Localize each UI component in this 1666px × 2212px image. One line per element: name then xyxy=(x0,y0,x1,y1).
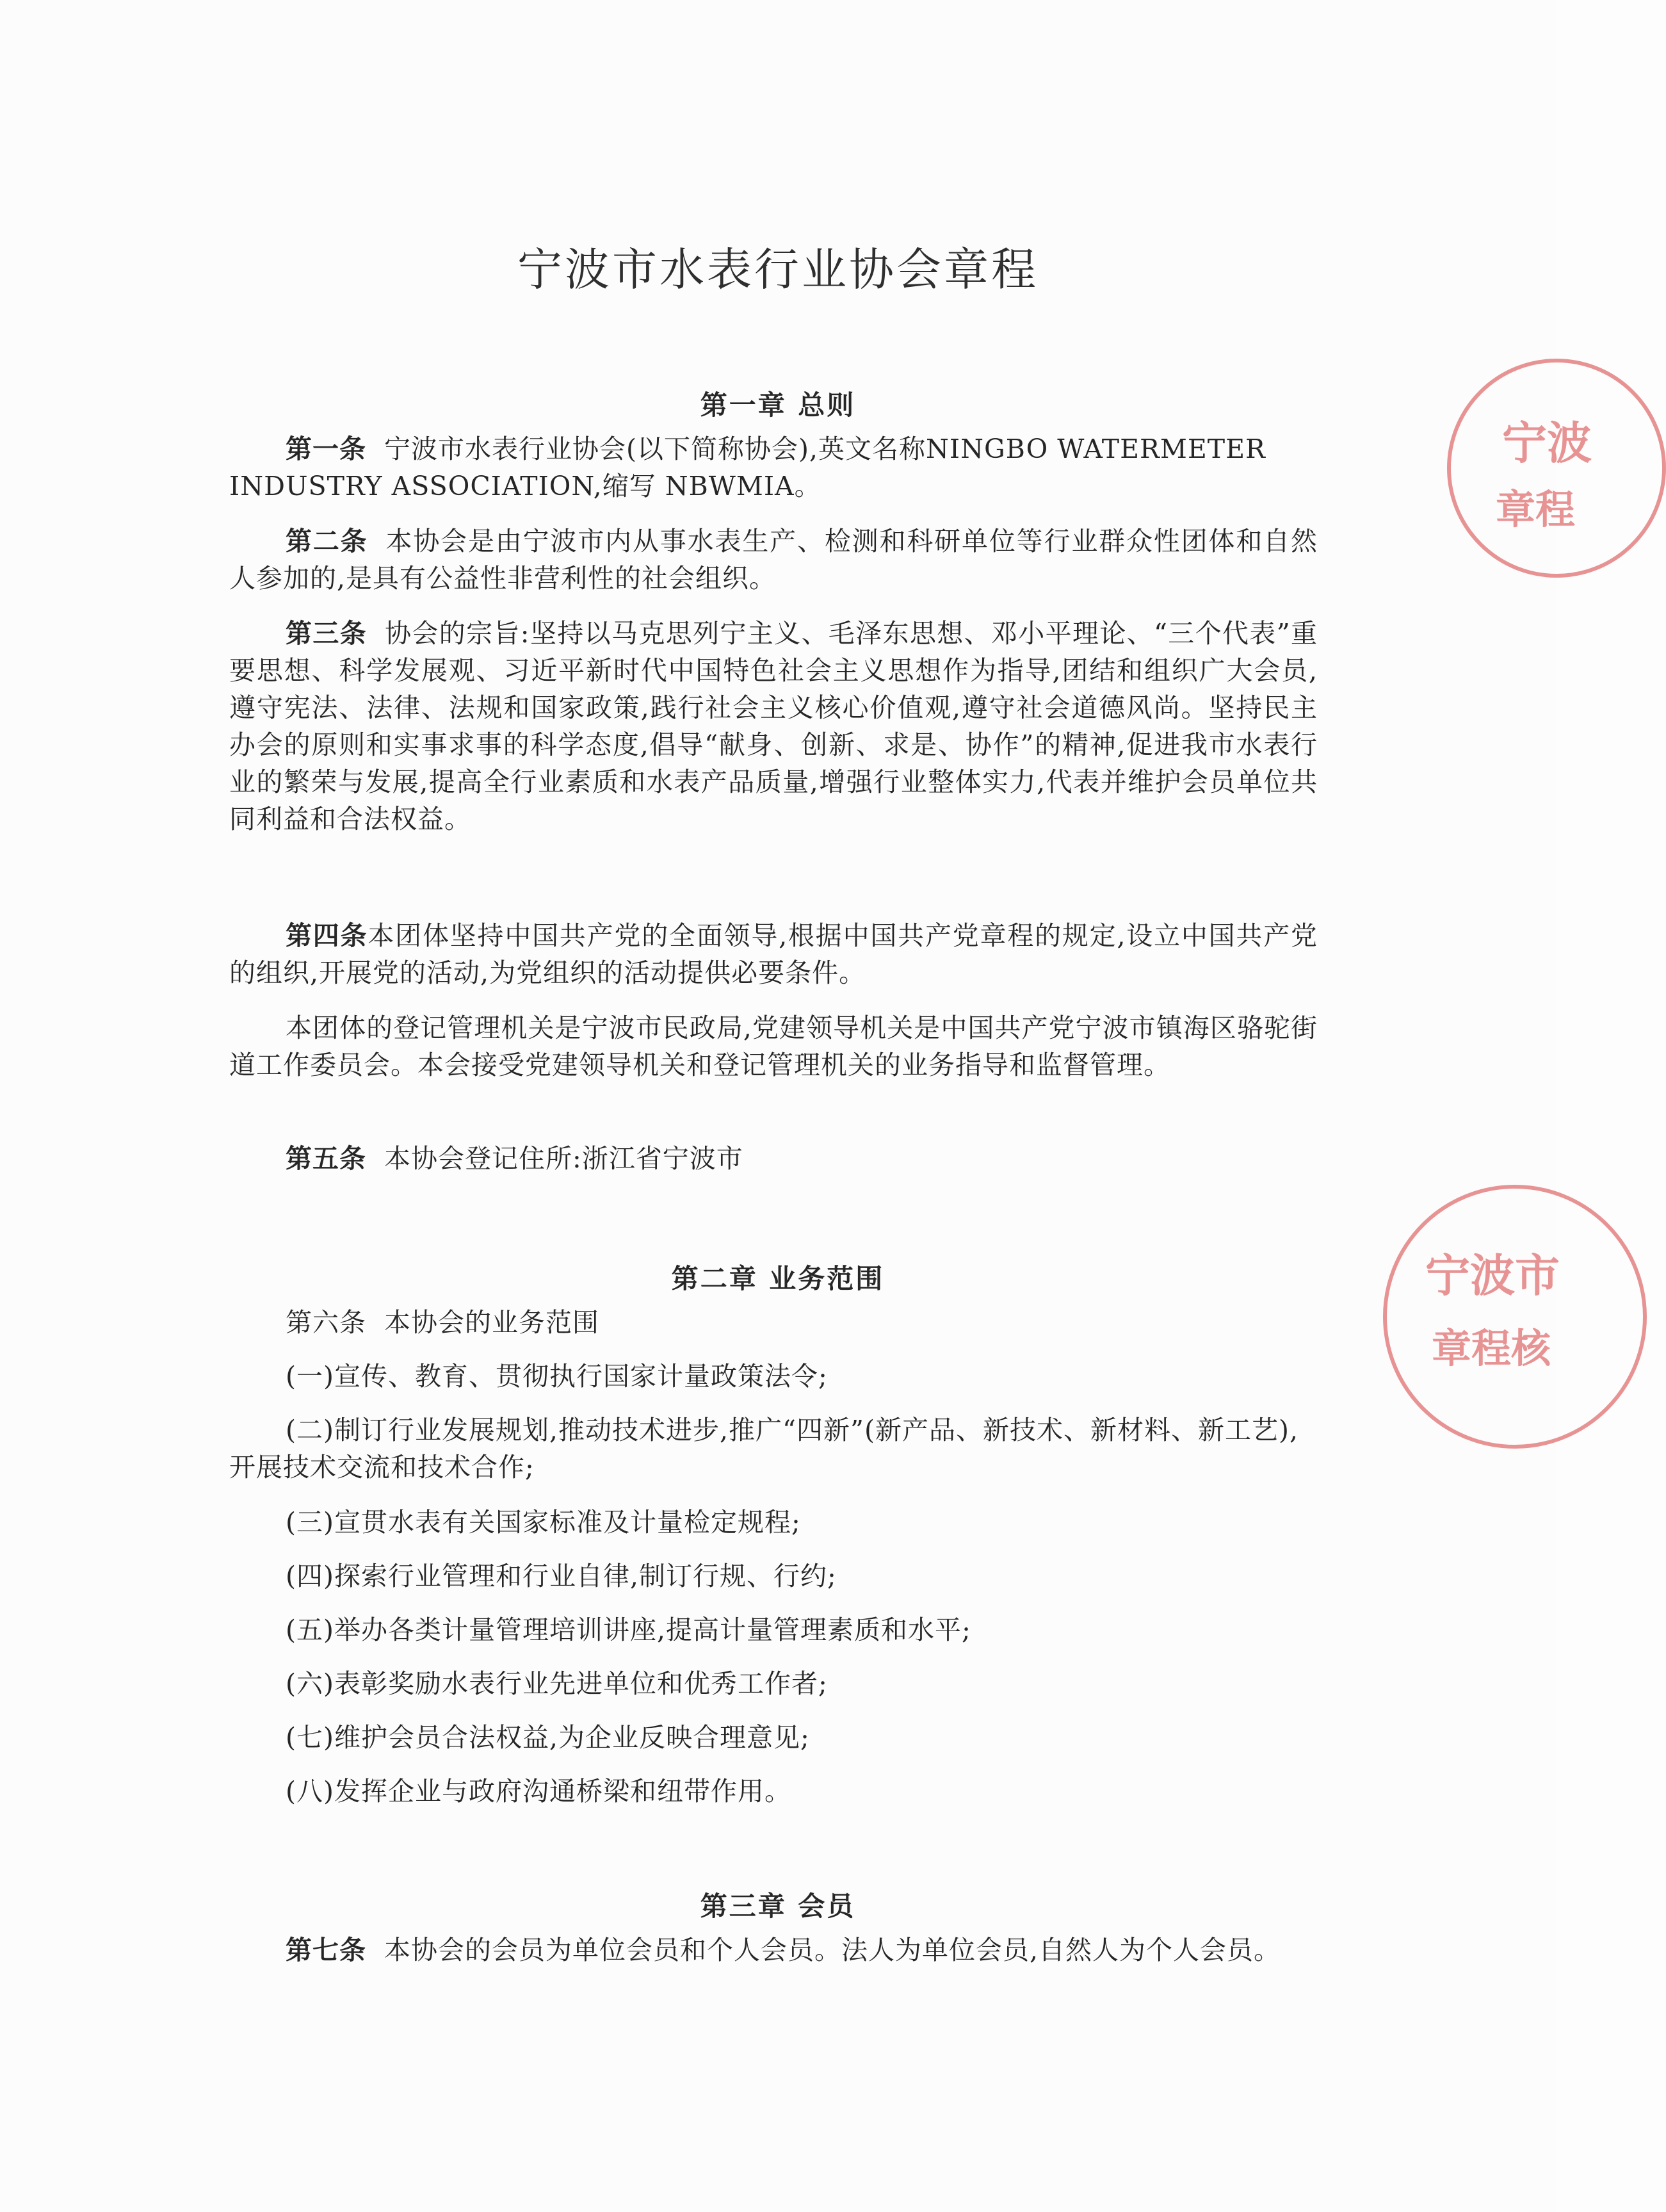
article-2 xyxy=(229,523,1318,597)
document-title: 宁波市水表行业协会章程 xyxy=(517,243,1039,296)
seal-middle-text-2: 章程核 xyxy=(1432,1325,1551,1372)
scope-item-7: (七)维护会员合法权益,为企业反映合理意见; xyxy=(286,1722,810,1753)
article-6-text: 本协会的业务范围 xyxy=(384,1307,599,1338)
official-seal-middle xyxy=(1383,1185,1647,1449)
scope-item-2: (二)制订行业发展规划,推动技术进步,推广“四新”(新产品、新技术、新材料、新工艺),开展技术交流和技术合作; xyxy=(229,1415,1298,1483)
chapter-3-heading: 第三章 会员 xyxy=(700,1891,856,1922)
article-7-text: 本协会的会员为单位会员和个人会员。法人为单位会员,自然人为个人会员。 xyxy=(384,1935,1281,1965)
scope-item-5: (五)举办各类计量管理培训讲座,提高计量管理素质和水平; xyxy=(286,1614,971,1645)
scope-item-3: (三)宣贯水表有关国家标准及计量检定规程; xyxy=(286,1507,801,1538)
article-4 xyxy=(229,917,1318,991)
article-1 xyxy=(229,430,1318,468)
official-seal-top xyxy=(1447,359,1666,578)
scope-item-8: (八)发挥企业与政府沟通桥梁和纽带作用。 xyxy=(286,1776,791,1807)
article-5 xyxy=(229,1140,1318,1177)
article-1-line2: INDUSTRY ASSOCIATION,缩写 NBWMIA。 xyxy=(229,471,821,501)
article-1-cont xyxy=(229,468,1318,505)
article-4-paragraph-2: 本团体的登记管理机关是宁波市民政局,党建领导机关是中国共产党宁波市镇海区骆驼街道工作委员会。本会接受党建领导机关和登记管理机关的业务指导和监督管理。 xyxy=(229,1012,1318,1080)
scope-item-4: (四)探索行业管理和行业自律,制订行规、行约; xyxy=(286,1561,837,1591)
scope-item-1: (一)宣传、教育、贯彻执行国家计量政策法令; xyxy=(286,1361,828,1392)
article-4-label: 第四条 xyxy=(286,920,368,951)
article-2-text: 本协会是由宁波市内从事水表生产、检测和科研单位等行业群众性团体和自然人参加的,是具有公益性非营利性的社会组织。 xyxy=(229,526,1318,594)
article-3-label: 第三条 xyxy=(286,618,368,649)
article-3-text: 协会的宗旨:坚持以马克思列宁主义、毛泽东思想、邓小平理论、“三个代表”重要思想、科学发展观、习近平新时代中国特色社会主义思想作为指导,团结和组织广大会员,遵守宪法、法律、法规和国家政策,践行社会主义核心价值观,遵守社会道德风尚。坚持民主办会的原则和实事求事的科学态度,倡导“献身、创新、求是、协作”的精神,促进我市水表行业的繁荣与发展,提高全行业素质和水表产品质量,增强行业整体实力,代表并维护会员单位共同利益和合法权益。 xyxy=(229,618,1318,834)
article-1-label: 第一条 xyxy=(286,434,366,464)
scope-item-6: (六)表彰奖励水表行业先进单位和优秀工作者; xyxy=(286,1668,828,1699)
chapter-2-heading: 第二章 业务范围 xyxy=(671,1263,885,1294)
chapter-1-heading: 第一章 总则 xyxy=(700,389,856,421)
article-3 xyxy=(229,615,1318,838)
article-5-text: 本协会登记住所:浙江省宁波市 xyxy=(384,1143,743,1174)
article-7-label: 第七条 xyxy=(286,1935,366,1965)
article-4-text: 本团体坚持中国共产党的全面领导,根据中国共产党章程的规定,设立中国共产党的组织,开展党的活动,为党组织的活动提供必要条件。 xyxy=(229,920,1318,988)
article-6-label: 第六条 xyxy=(286,1307,366,1338)
article-7 xyxy=(229,1931,1318,1969)
article-5-label: 第五条 xyxy=(286,1143,366,1174)
article-6 xyxy=(229,1304,1318,1341)
article-1-line1: 宁波市水表行业协会(以下简称协会),英文名称NINGBO WATERMETER xyxy=(384,434,1266,464)
seal-top-text-2: 章程 xyxy=(1496,486,1576,533)
seal-middle-text-1: 宁波市 xyxy=(1425,1249,1560,1302)
article-2-label: 第二条 xyxy=(286,526,368,557)
seal-top-text-1: 宁波 xyxy=(1502,417,1592,469)
